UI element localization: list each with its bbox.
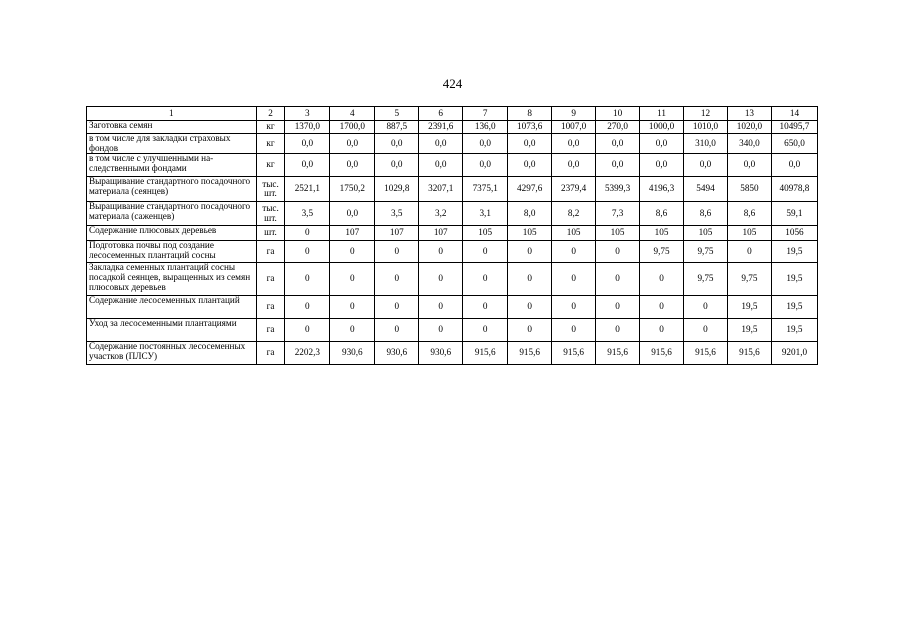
table-cell: 0,0 — [508, 154, 552, 177]
table-cell: 10495,7 — [771, 121, 817, 134]
table-row — [87, 121, 818, 134]
table-cell: 5850 — [727, 177, 771, 202]
row-label: Заготовка семян — [87, 121, 257, 134]
table-cell: 1020,0 — [727, 121, 771, 134]
table-row — [87, 202, 818, 226]
table-cell: 0,0 — [330, 134, 375, 154]
table-cell: 0 — [596, 296, 640, 319]
table-cell: 5399,3 — [596, 177, 640, 202]
table-cell: 105 — [727, 226, 771, 241]
row-label: Уход за лесосеменными плантациями — [87, 319, 257, 342]
row-label: Содержание постоянных лесосеменных участков (ПЛСУ) — [87, 342, 257, 365]
column-header: 7 — [463, 107, 508, 121]
table-cell: 9201,0 — [771, 342, 817, 365]
table-cell: 9,75 — [684, 241, 728, 263]
table-cell: 0 — [596, 241, 640, 263]
table-cell: 19,5 — [771, 319, 817, 342]
table-cell: 915,6 — [640, 342, 684, 365]
table-cell: 19,5 — [771, 263, 817, 296]
row-unit: га — [256, 241, 285, 263]
table-cell: 0,0 — [375, 154, 419, 177]
table-cell: 9,75 — [684, 263, 728, 296]
table-cell: 0 — [375, 241, 419, 263]
table-cell: 1029,8 — [375, 177, 419, 202]
page-number: 424 — [442, 76, 463, 91]
table-cell: 9,75 — [727, 263, 771, 296]
table-cell: 8,6 — [640, 202, 684, 226]
row-label: Подготовка почвы под создание лесосеменных плантаций сосны — [87, 241, 257, 263]
row-label: Содержание лесосеменных плантаций — [87, 296, 257, 319]
table-cell: 270,0 — [596, 121, 640, 134]
table-cell: 0,0 — [330, 202, 375, 226]
column-header: 10 — [596, 107, 640, 121]
table-cell: 0,0 — [640, 134, 684, 154]
table-cell: 1750,2 — [330, 177, 375, 202]
table-cell: 19,5 — [771, 296, 817, 319]
table-cell: 0 — [330, 241, 375, 263]
table-cell: 0,0 — [419, 154, 463, 177]
table-cell: 0 — [684, 296, 728, 319]
table-cell: 105 — [596, 226, 640, 241]
table-cell: 0 — [463, 241, 508, 263]
table-cell: 8,6 — [727, 202, 771, 226]
table-row — [87, 154, 818, 177]
table-cell: 0 — [330, 319, 375, 342]
table-cell: 0 — [285, 226, 330, 241]
table-cell: 0,0 — [463, 134, 508, 154]
table-cell: 915,6 — [508, 342, 552, 365]
table-cell: 0 — [552, 319, 596, 342]
table-cell: 0 — [596, 319, 640, 342]
column-header: 13 — [727, 107, 771, 121]
table-cell: 0,0 — [508, 134, 552, 154]
table-cell: 105 — [552, 226, 596, 241]
row-unit: кг — [256, 134, 285, 154]
row-label: Содержание плюсовых деревьев — [87, 226, 257, 241]
row-label: в том числе с улучшенными на-следственными фондами — [87, 154, 257, 177]
table-cell: 0 — [330, 263, 375, 296]
table-cell: 0 — [419, 241, 463, 263]
header-row — [87, 107, 818, 121]
table-row — [87, 241, 818, 263]
row-unit: тыс. шт. — [256, 202, 285, 226]
table-cell: 0 — [640, 296, 684, 319]
table-cell: 1700,0 — [330, 121, 375, 134]
table-header — [87, 107, 818, 121]
table-cell: 4196,3 — [640, 177, 684, 202]
table-cell: 0 — [463, 296, 508, 319]
table-cell: 0,0 — [596, 134, 640, 154]
table-cell: 0,0 — [727, 154, 771, 177]
table-row — [87, 226, 818, 241]
table-cell: 105 — [463, 226, 508, 241]
table-cell: 3207,1 — [419, 177, 463, 202]
table-cell: 340,0 — [727, 134, 771, 154]
row-label: в том числе для закладки страховых фондов — [87, 134, 257, 154]
table-cell: 59,1 — [771, 202, 817, 226]
column-header: 11 — [640, 107, 684, 121]
table-cell: 2379,4 — [552, 177, 596, 202]
table-cell: 0,0 — [684, 154, 728, 177]
row-unit: шт. — [256, 226, 285, 241]
table-row — [87, 263, 818, 296]
table-cell: 105 — [684, 226, 728, 241]
table-cell: 136,0 — [463, 121, 508, 134]
table-cell: 887,5 — [375, 121, 419, 134]
row-label: Выращивание стандартного посадочного материала (саженцев) — [87, 202, 257, 226]
table-cell: 3,1 — [463, 202, 508, 226]
column-header: 2 — [256, 107, 285, 121]
column-header: 8 — [508, 107, 552, 121]
table-cell: 0 — [375, 296, 419, 319]
table-cell: 19,5 — [771, 241, 817, 263]
table-cell: 1056 — [771, 226, 817, 241]
table-cell: 0,0 — [285, 154, 330, 177]
table-cell: 0 — [375, 319, 419, 342]
row-unit: тыс. шт. — [256, 177, 285, 202]
table-cell: 8,6 — [684, 202, 728, 226]
table-cell: 0 — [552, 263, 596, 296]
table-cell: 2391,6 — [419, 121, 463, 134]
row-label: Выращивание стандартного посадочного материала (сеянцев) — [87, 177, 257, 202]
table-row — [87, 342, 818, 365]
table-cell: 930,6 — [375, 342, 419, 365]
table-cell: 8,0 — [508, 202, 552, 226]
row-unit: га — [256, 296, 285, 319]
row-unit: кг — [256, 121, 285, 134]
table-cell: 0 — [684, 319, 728, 342]
table-row — [87, 134, 818, 154]
table-cell: 1007,0 — [552, 121, 596, 134]
table-cell: 0 — [285, 319, 330, 342]
forestry-table — [86, 106, 818, 365]
table-cell: 0,0 — [552, 154, 596, 177]
table-cell: 915,6 — [552, 342, 596, 365]
table-cell: 0 — [596, 263, 640, 296]
table-row — [87, 319, 818, 342]
table-cell: 0,0 — [771, 154, 817, 177]
table-cell: 0,0 — [375, 134, 419, 154]
table-cell: 0 — [552, 241, 596, 263]
column-header: 12 — [684, 107, 728, 121]
table-cell: 0,0 — [552, 134, 596, 154]
row-unit: га — [256, 263, 285, 296]
table-cell: 105 — [640, 226, 684, 241]
table-cell: 0,0 — [285, 134, 330, 154]
table-cell: 650,0 — [771, 134, 817, 154]
table-cell: 0,0 — [419, 134, 463, 154]
table-cell: 0 — [285, 296, 330, 319]
table-cell: 0 — [463, 263, 508, 296]
column-header: 5 — [375, 107, 419, 121]
table-cell: 0 — [330, 296, 375, 319]
column-header: 1 — [87, 107, 257, 121]
table-cell: 0 — [463, 319, 508, 342]
table-cell: 0 — [508, 241, 552, 263]
table-cell: 0 — [508, 319, 552, 342]
table-cell: 915,6 — [596, 342, 640, 365]
table-cell: 7,3 — [596, 202, 640, 226]
table-cell: 0,0 — [330, 154, 375, 177]
table-cell: 1370,0 — [285, 121, 330, 134]
table-cell: 19,5 — [727, 319, 771, 342]
table-cell: 9,75 — [640, 241, 684, 263]
table-cell: 1073,6 — [508, 121, 552, 134]
table-row — [87, 177, 818, 202]
column-header: 9 — [552, 107, 596, 121]
table-cell: 930,6 — [330, 342, 375, 365]
table-cell: 0 — [640, 263, 684, 296]
table-cell: 5494 — [684, 177, 728, 202]
table-cell: 0 — [419, 319, 463, 342]
table-cell: 3,2 — [419, 202, 463, 226]
column-header: 14 — [771, 107, 817, 121]
table-cell: 310,0 — [684, 134, 728, 154]
table-cell: 0 — [508, 296, 552, 319]
column-header: 3 — [285, 107, 330, 121]
table-cell: 3,5 — [375, 202, 419, 226]
table-cell: 2202,3 — [285, 342, 330, 365]
table-cell: 0 — [640, 319, 684, 342]
table-cell: 915,6 — [727, 342, 771, 365]
table-cell: 1000,0 — [640, 121, 684, 134]
row-unit: кг — [256, 154, 285, 177]
column-header: 4 — [330, 107, 375, 121]
table-cell: 0 — [508, 263, 552, 296]
table-body — [87, 121, 818, 365]
table-cell: 915,6 — [463, 342, 508, 365]
table-cell: 0,0 — [596, 154, 640, 177]
column-header: 6 — [419, 107, 463, 121]
table-cell: 0 — [727, 241, 771, 263]
table-cell: 915,6 — [684, 342, 728, 365]
table-cell: 0 — [552, 296, 596, 319]
table-cell: 4297,6 — [508, 177, 552, 202]
table-cell: 19,5 — [727, 296, 771, 319]
table-cell: 7375,1 — [463, 177, 508, 202]
table-cell: 105 — [508, 226, 552, 241]
row-unit: га — [256, 342, 285, 365]
table-cell: 1010,0 — [684, 121, 728, 134]
table-cell: 107 — [375, 226, 419, 241]
table-cell: 0 — [419, 296, 463, 319]
row-unit: га — [256, 319, 285, 342]
table-cell: 40978,8 — [771, 177, 817, 202]
table-cell: 107 — [419, 226, 463, 241]
row-label: Закладка семенных плантаций сосны посадкой сеянцев, выращенных из семян плюсовых деревьев — [87, 263, 257, 296]
table-cell: 0,0 — [463, 154, 508, 177]
table-cell: 0 — [285, 241, 330, 263]
table-cell: 0 — [375, 263, 419, 296]
table-cell: 107 — [330, 226, 375, 241]
table-cell: 0,0 — [640, 154, 684, 177]
table-cell: 0 — [419, 263, 463, 296]
table-cell: 0 — [285, 263, 330, 296]
table-cell: 8,2 — [552, 202, 596, 226]
table-row — [87, 296, 818, 319]
table-cell: 2521,1 — [285, 177, 330, 202]
table-cell: 3,5 — [285, 202, 330, 226]
table-cell: 930,6 — [419, 342, 463, 365]
